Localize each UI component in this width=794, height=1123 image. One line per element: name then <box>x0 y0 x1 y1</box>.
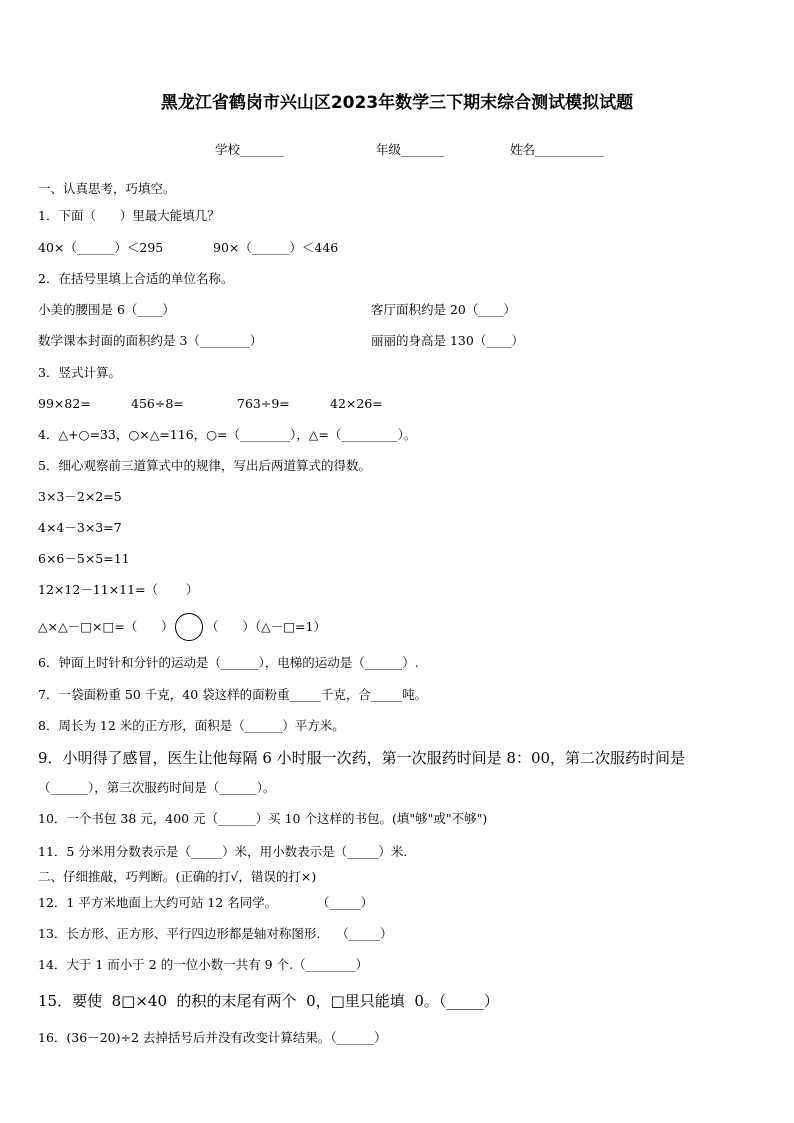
question-2-d[interactable]: 丽丽的身高是 130（____） <box>371 333 524 348</box>
question-5-line-4[interactable]: 12×12－11×11=（ ） <box>38 582 199 597</box>
question-11[interactable]: 11．5 分米用分数表示是（_____）米，用小数表示是（_____）米. <box>38 844 408 859</box>
question-2-b[interactable]: 客厅面积约是 20（____） <box>371 302 516 317</box>
question-7[interactable]: 7．一袋面粉重 50 千克，40 袋这样的面粉重_____千克，合_____吨。 <box>38 687 428 702</box>
question-5-line-5a[interactable]: △×△－□×□=（ ） <box>38 619 174 634</box>
question-5-line-3: 6×6－5×5=11 <box>38 551 130 566</box>
question-14[interactable]: 14．大于 1 而小于 2 的一位小数一共有 9 个.（________） <box>38 957 369 972</box>
page-title: 黑龙江省鹤岗市兴山区2023年数学三下期末综合测试模拟试题 <box>160 93 634 113</box>
question-5-line-5b[interactable]: （ ）（△－□=1） <box>206 619 326 634</box>
question-4[interactable]: 4．△+○=33，○×△=116，○=（________），△=（_________）。 <box>38 427 417 442</box>
question-3-d: 42×26= <box>330 396 383 411</box>
question-6[interactable]: 6．钟面上时针和分针的运动是（______），电梯的运动是（______）. <box>38 655 419 670</box>
question-16[interactable]: 16．(36－20)÷2 去掉括号后并没有改变计算结果。（______） <box>38 1030 387 1045</box>
school-field[interactable]: 学校_______ <box>215 142 284 157</box>
question-3-a: 99×82= <box>38 396 91 411</box>
question-8[interactable]: 8．周长为 12 米的正方形，面积是（______）平方米。 <box>38 718 345 733</box>
question-13[interactable]: 13．长方形、正方形、平行四边形都是轴对称图形. （_____） <box>38 926 393 941</box>
question-1-b[interactable]: 90×（______）＜446 <box>213 240 339 255</box>
question-2: 2．在括号里填上合适的单位名称。 <box>38 271 234 286</box>
question-3: 3．竖式计算。 <box>38 365 121 380</box>
question-3-c: 763÷9= <box>237 396 290 411</box>
compare-circle[interactable] <box>175 613 203 641</box>
question-1-a[interactable]: 40×（______）＜295 <box>38 240 164 255</box>
question-10[interactable]: 10．一个书包 38 元，400 元（______）买 10 个这样的书包。(填"够"或"不够") <box>38 811 488 826</box>
section-2-heading: 二、仔细推敲，巧判断。(正确的打√，错误的打×) <box>38 869 317 884</box>
question-5-line-1: 3×3－2×2=5 <box>38 489 122 504</box>
name-field[interactable]: 姓名___________ <box>510 142 604 157</box>
question-5-line-2: 4×4－3×3=7 <box>38 520 122 535</box>
section-1-heading: 一、认真思考，巧填空。 <box>38 181 176 196</box>
grade-field[interactable]: 年级_______ <box>376 142 445 157</box>
question-12[interactable]: 12．1 平方米地面上大约可站 12 名同学。 （_____） <box>38 895 374 910</box>
question-1: 1．下面（ ）里最大能填几？ <box>38 208 220 223</box>
question-15[interactable]: 15．要使 8□×40 的积的末尾有两个 0，□里只能填 0。（_____） <box>38 992 499 1010</box>
question-2-c[interactable]: 数学课本封面的面积约是 3（________） <box>38 333 263 348</box>
question-9-line-2[interactable]: （______），第三次服药时间是（______）。 <box>38 780 276 795</box>
question-2-a[interactable]: 小美的腰围是 6（____） <box>38 302 175 317</box>
question-3-b: 456÷8= <box>131 396 184 411</box>
question-9-line-1: 9．小明得了感冒，医生让他每隔 6 小时服一次药，第一次服药时间是 8：00，第二次服药时间是 <box>38 749 686 767</box>
question-5: 5．细心观察前三道算式中的规律，写出后两道算式的得数。 <box>38 458 371 473</box>
